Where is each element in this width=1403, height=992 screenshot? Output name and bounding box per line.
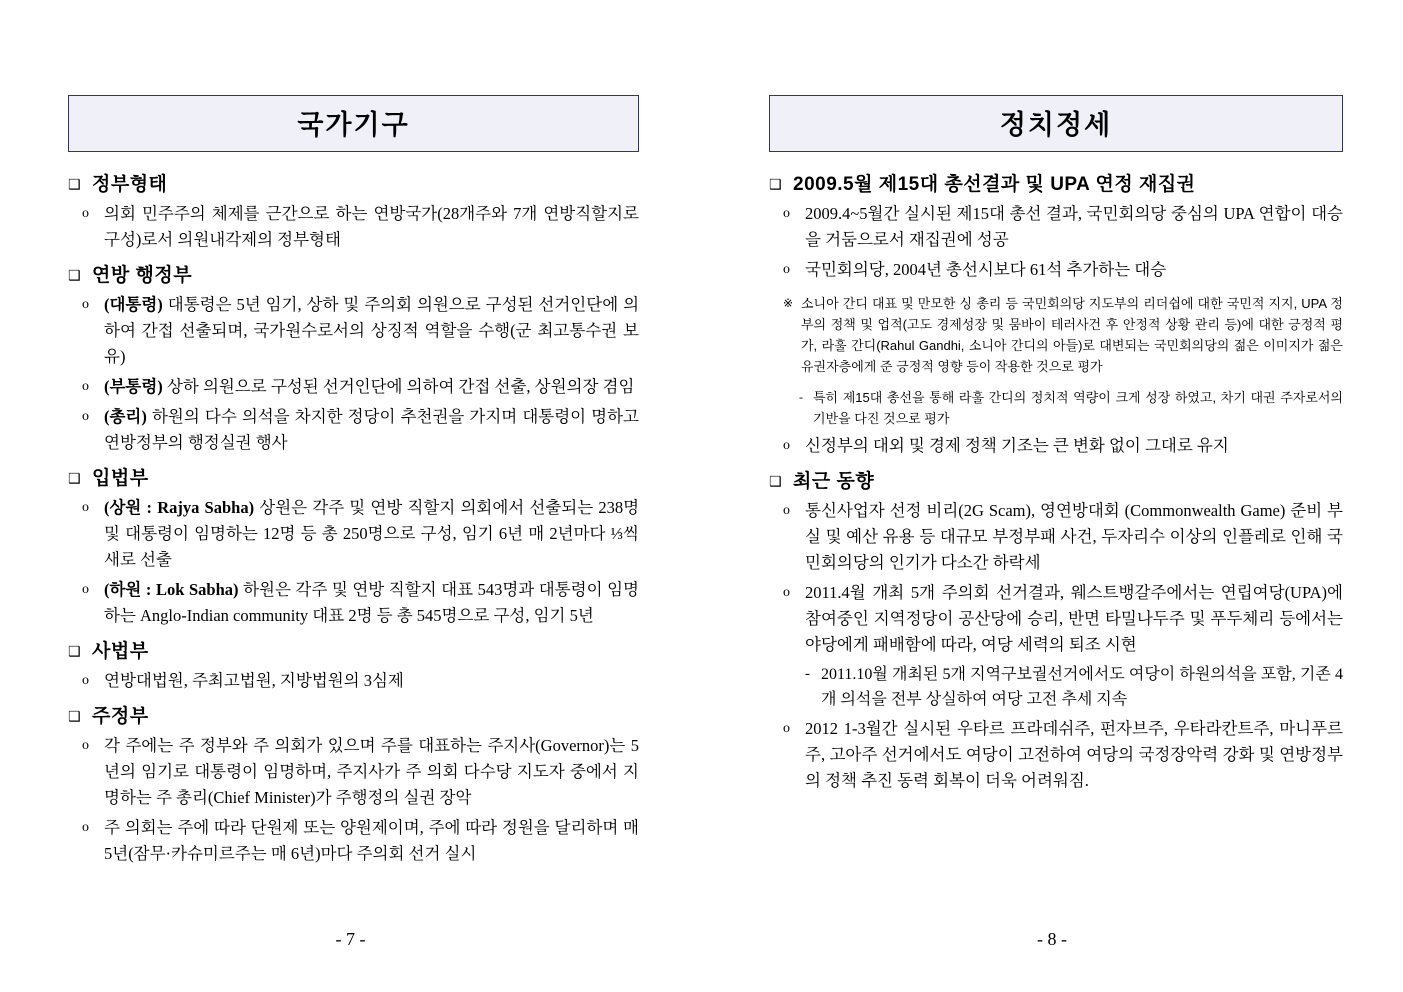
item-label: (부통령)	[104, 377, 163, 396]
square-bullet-icon: ❑	[68, 268, 81, 284]
right-page-column	[701, 0, 1403, 992]
section-heading: ❑ 정부형태	[68, 174, 168, 195]
dash-bullet-icon: -	[805, 666, 810, 682]
page-number-right: - 8 -	[1037, 929, 1067, 949]
item-text: 상원은 각주 및 연방 직할지 의회에서 선출되는 238명 및 대통령이 임명하는 12명 등 총 250명으로 구성, 임기 6년 매 2년마다 ⅓씩 새로 선출	[104, 498, 640, 569]
item-text: 상하 의원으로 구성된 선거인단에 의하여 간접 선출, 상원의장 겸임	[166, 377, 635, 396]
list-item	[68, 374, 639, 400]
dash-bullet-icon: -	[799, 390, 803, 404]
list-item: o 연방대법원, 주최고법원, 지방법원의 3심제	[68, 668, 639, 694]
list-item: o 주 의회는 주에 따라 단원제 또는 양원제이며, 주에 따라 정원을 달리하며 매 5년(잠무·카슈미르주는 매 6년)마다 주의회 선거 실시	[68, 815, 639, 867]
list-item	[68, 577, 639, 629]
left-page-title: 국가기구	[68, 95, 639, 152]
note-sub-item: - 특히 제15대 총선을 통해 라훌 간디의 정치적 역량이 크게 성장 하였고, 차기 대권 주자로서의 기반을 다진 것으로 평가	[769, 387, 1343, 429]
section-state-government	[68, 706, 639, 867]
section-heading: ❑ 사법부	[68, 641, 149, 662]
left-page-column	[0, 0, 701, 992]
section-heading: ❑ 최근 동향	[769, 471, 875, 492]
circle-bullet-icon: o	[783, 585, 790, 600]
right-page-title: 정치정세	[769, 95, 1343, 152]
section-heading: ❑ 연방 행정부	[68, 265, 193, 286]
item-text: 하원의 다수 의석을 차지한 정당이 추천권을 가지며 대통령이 명하고 연방정부의 행정실권 행사	[104, 407, 639, 452]
circle-bullet-icon: o	[82, 206, 89, 221]
list-item	[68, 292, 639, 370]
reference-mark-icon: ※	[783, 296, 794, 310]
square-bullet-icon: ❑	[769, 177, 782, 193]
list-item	[68, 404, 639, 456]
circle-bullet-icon: o	[783, 503, 790, 518]
section-federal-executive	[68, 265, 639, 456]
item-label: (총리)	[104, 407, 147, 426]
circle-bullet-icon: o	[82, 500, 89, 515]
item-text: 하원은 각주 및 연방 직할지 대표 543명과 대통령이 임명하는 Anglo-Indian community 대표 2명 등 총 545명으로 구성, 임기 5년	[104, 580, 639, 625]
list-item: o 통신사업자 선정 비리(2G Scam), 영연방대회 (Commonwealth Game) 준비 부실 및 예산 유용 등 대규모 부정부패 사건, 두자리수 이상의 인플레로 인해 국민회의당의 인기가 다소간 하락세	[769, 498, 1343, 576]
list-item: o 신정부의 대외 및 경제 정책 기조는 큰 변화 없이 그대로 유지	[769, 433, 1343, 459]
square-bullet-icon: ❑	[68, 644, 81, 660]
list-item: o 2011.4월 개최 5개 주의회 선거결과, 웨스트뱅갈주에서는 연립여당(UPA)에 참여중인 지역정당이 공산당에 승리, 반면 타밀나두주 및 푸두체리 등에서는 야당에게 패배함에 따라, 여당 세력의 퇴조 시현	[769, 580, 1343, 658]
list-item: o 2012 1-3월간 실시된 우타르 프라데쉬주, 펀자브주, 우타라칸트주, 마니푸르주, 고아주 선거에서도 여당이 고전하여 여당의 국정장악력 강화 및 연방정부의 정책 추진 동력 회복이 더욱 어려워짐.	[769, 716, 1343, 794]
circle-bullet-icon: o	[82, 820, 89, 835]
list-item: o 국민회의당, 2004년 총선시보다 61석 추가하는 대승	[769, 257, 1343, 283]
square-bullet-icon: ❑	[769, 474, 782, 490]
circle-bullet-icon: o	[82, 379, 89, 394]
sub-list-item: - 2011.10월 개최된 5개 지역구보궐선거에서도 여당이 하원의석을 포함, 기존 4개 의석을 전부 상실하여 여당 고전 추세 지속	[769, 662, 1343, 712]
section-legislature	[68, 468, 639, 629]
circle-bullet-icon: o	[783, 721, 790, 736]
circle-bullet-icon: o	[82, 673, 89, 688]
page-number-left: - 7 -	[335, 929, 366, 949]
circle-bullet-icon: o	[82, 297, 89, 312]
square-bullet-icon: ❑	[68, 177, 81, 193]
item-label: (대통령)	[104, 295, 163, 314]
list-item: o 각 주에는 주 정부와 주 의회가 있으며 주를 대표하는 주지사(Governor)는 5년의 임기로 대통령이 임명하며, 주지사가 주 의회 다수당 지도자 중에서 지명하는 주 총리(Chief Minister)가 주행정의 실권 장악	[68, 733, 639, 811]
item-label: (상원 : Rajya Sabha)	[104, 498, 255, 517]
section-judiciary	[68, 641, 639, 694]
section-heading: ❑ 2009.5월 제15대 총선결과 및 UPA 연정 재집권	[769, 174, 1196, 195]
circle-bullet-icon: o	[783, 206, 790, 221]
circle-bullet-icon: o	[82, 582, 89, 597]
section-heading: ❑ 입법부	[68, 468, 149, 489]
list-item	[68, 495, 639, 573]
square-bullet-icon: ❑	[68, 709, 81, 725]
list-item: o 의회 민주주의 체제를 근간으로 하는 연방국가(28개주와 7개 연방직할지로 구성)로서 의원내각제의 정부형태	[68, 201, 639, 253]
item-text: 대통령은 5년 임기, 상하 및 주의회 의원으로 구성된 선거인단에 의하여 간접 선출되며, 국가원수로서의 상징적 역할을 수행(군 최고통수권 보유)	[104, 295, 640, 366]
item-label: (하원 : Lok Sabha)	[104, 580, 239, 599]
section-recent-trends	[769, 471, 1343, 794]
section-2009-election	[769, 174, 1343, 459]
square-bullet-icon: ❑	[68, 471, 81, 487]
circle-bullet-icon: o	[82, 738, 89, 753]
circle-bullet-icon: o	[82, 409, 89, 424]
note-item: ※ 소니아 간디 대표 및 만모한 싱 총리 등 국민회의당 지도부의 리더쉽에 대한 국민적 지지, UPA 정부의 정책 및 업적(고도 경제성장 및 뭄바이 테러사건 후 안정적 상황 관리 등)에 대한 긍정적 평가, 라훌 간디(Rahul Gandhi, 소니아 간디의 아들)로 대변되는 국민회의당의 젊은 이미지가 젊은 유권자층에게 준 긍정적 영향 등이 작용한 것으로 평가	[769, 293, 1343, 377]
circle-bullet-icon: o	[783, 262, 790, 277]
circle-bullet-icon: o	[783, 438, 790, 453]
section-government-form	[68, 174, 639, 253]
section-heading: ❑ 주정부	[68, 706, 149, 727]
list-item: o 2009.4~5월간 실시된 제15대 총선 결과, 국민회의당 중심의 UPA 연합이 대승을 거둠으로서 재집권에 성공	[769, 201, 1343, 253]
